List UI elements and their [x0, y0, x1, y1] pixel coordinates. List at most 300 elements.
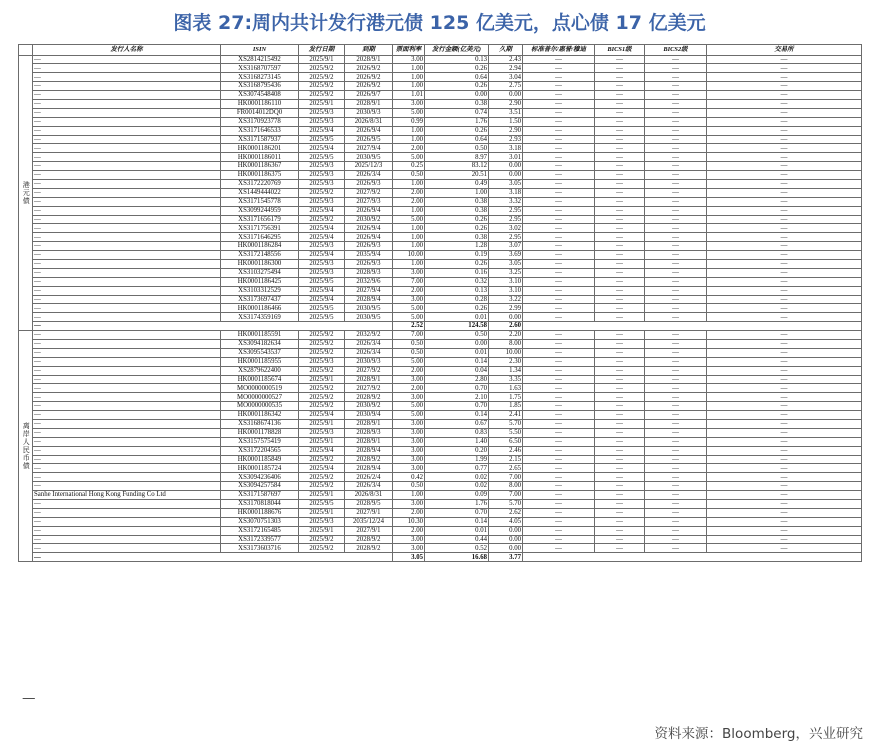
- cell-bics1: —: [595, 188, 645, 197]
- cell-tenor: 5.00: [393, 313, 425, 322]
- cell-tenor: 3.00: [393, 446, 425, 455]
- cell-bics2: —: [645, 144, 707, 153]
- cell-bics1: —: [595, 411, 645, 420]
- cell-amount: 0.14: [425, 517, 489, 526]
- cell-maturity: 2027/9/2: [345, 366, 393, 375]
- cell-issuer: —: [33, 251, 221, 260]
- footnote: —: [22, 690, 36, 706]
- cell-rating: —: [523, 464, 595, 473]
- cell-coupon: 2.95: [489, 233, 523, 242]
- cell-coupon: 3.10: [489, 277, 523, 286]
- cell-issue-date: 2025/9/3: [299, 162, 345, 171]
- table-row: [19, 482, 862, 491]
- cell-exchange: —: [707, 517, 862, 526]
- cell-isin: XS3168795436: [221, 82, 299, 91]
- cell-amount: 0.16: [425, 268, 489, 277]
- cell-amount: 8.97: [425, 153, 489, 162]
- cell-coupon: 2.94: [489, 64, 523, 73]
- cell-maturity: 2026/9/2: [345, 73, 393, 82]
- cell-rating: —: [523, 108, 595, 117]
- cell-rating: —: [523, 55, 595, 64]
- cell-bics2: —: [645, 99, 707, 108]
- cell-exchange: —: [707, 402, 862, 411]
- cell-issue-date: 2025/9/5: [299, 153, 345, 162]
- cell-issuer: —: [33, 162, 221, 171]
- cell-issue-date: 2025/9/2: [299, 393, 345, 402]
- cell-exchange: —: [707, 171, 862, 180]
- cell-bics2: —: [645, 393, 707, 402]
- cell-exchange: —: [707, 277, 862, 286]
- cell-amount: 1.40: [425, 437, 489, 446]
- header-rating: 标准普尔/惠誉/穆迪: [523, 45, 595, 56]
- cell-coupon: 2.41: [489, 411, 523, 420]
- cell-tenor: 5.00: [393, 304, 425, 313]
- cell-bics2: —: [645, 277, 707, 286]
- cell-tenor: 7.00: [393, 277, 425, 286]
- cell-issue-date: 2025/9/5: [299, 500, 345, 509]
- cell-isin: XS3171545778: [221, 197, 299, 206]
- cell-bics2: —: [645, 482, 707, 491]
- cell-issue-date: 2025/9/4: [299, 286, 345, 295]
- cell-issuer: —: [33, 82, 221, 91]
- cell-issuer: —: [33, 500, 221, 509]
- cell-rating: —: [523, 286, 595, 295]
- cell-tenor: 2.00: [393, 366, 425, 375]
- cell-rating: —: [523, 162, 595, 171]
- cell-tenor: 0.99: [393, 117, 425, 126]
- cell-isin: XS3172204565: [221, 446, 299, 455]
- cell-maturity: 2032/9/2: [345, 331, 393, 340]
- cell-isin: XS3168707597: [221, 64, 299, 73]
- cell-isin: HK0001186466: [221, 304, 299, 313]
- cell-bics2: —: [645, 55, 707, 64]
- cell-issue-date: 2025/9/2: [299, 544, 345, 553]
- cell-bics1: —: [595, 286, 645, 295]
- cell-bics2: —: [645, 517, 707, 526]
- table-row: [19, 153, 862, 162]
- cell-maturity: 2035/9/4: [345, 251, 393, 260]
- cell-bics2: —: [645, 446, 707, 455]
- cell-exchange: —: [707, 313, 862, 322]
- cell-rating: —: [523, 233, 595, 242]
- cell-issuer: —: [33, 331, 221, 340]
- cell-exchange: —: [707, 197, 862, 206]
- cell-coupon: 4.05: [489, 517, 523, 526]
- cell-issue-date: 2025/9/5: [299, 304, 345, 313]
- cell-amount: 0.19: [425, 251, 489, 260]
- cell-issuer: —: [33, 473, 221, 482]
- header-exchange: 交易所: [707, 45, 862, 56]
- cell-bics2: —: [645, 464, 707, 473]
- cell-tenor: 0.25: [393, 162, 425, 171]
- cell-isin: XS3103312529: [221, 286, 299, 295]
- cell-exchange: —: [707, 108, 862, 117]
- table-row: [19, 295, 862, 304]
- cell-rating: —: [523, 482, 595, 491]
- cell-tenor: 1.00: [393, 179, 425, 188]
- cell-coupon: 5.70: [489, 500, 523, 509]
- cell-amount: 0.14: [425, 357, 489, 366]
- cell-isin: MO0000000519: [221, 384, 299, 393]
- cell-issue-date: 2025/9/4: [299, 251, 345, 260]
- cell-bics1: —: [595, 144, 645, 153]
- cell-issue-date: 2025/9/3: [299, 197, 345, 206]
- cell-tenor: 3.00: [393, 437, 425, 446]
- table-row: [19, 179, 862, 188]
- cell-rating: —: [523, 179, 595, 188]
- cell-isin: HK0001186284: [221, 242, 299, 251]
- cell-exchange: —: [707, 464, 862, 473]
- cell-tenor: 1.01: [393, 91, 425, 100]
- cell-amount: 1.00: [425, 188, 489, 197]
- table-row: [19, 446, 862, 455]
- cell-coupon: 0.00: [489, 526, 523, 535]
- cell-coupon: 2.95: [489, 206, 523, 215]
- cell-rating: —: [523, 437, 595, 446]
- table-row: [19, 117, 862, 126]
- cell-isin: XS3171587937: [221, 135, 299, 144]
- cell-maturity: 2028/9/4: [345, 295, 393, 304]
- cell-maturity: 2026/9/4: [345, 224, 393, 233]
- cell-maturity: 2026/9/4: [345, 206, 393, 215]
- cell-tenor: 2.00: [393, 286, 425, 295]
- cell-bics1: —: [595, 366, 645, 375]
- cell-tenor: 1.00: [393, 233, 425, 242]
- table-row: [19, 224, 862, 233]
- cell-amount: 0.38: [425, 99, 489, 108]
- cell-bics1: —: [595, 393, 645, 402]
- cell-bics1: —: [595, 402, 645, 411]
- cell-issuer: —: [33, 420, 221, 429]
- cell-exchange: —: [707, 428, 862, 437]
- cell-bics2: —: [645, 428, 707, 437]
- cell-tenor: 2.00: [393, 197, 425, 206]
- cell-rating: —: [523, 144, 595, 153]
- cell-issue-date: 2025/9/2: [299, 482, 345, 491]
- cell-bics2: —: [645, 224, 707, 233]
- cell-amount: 0.13: [425, 286, 489, 295]
- cell-isin: XS3170923778: [221, 117, 299, 126]
- table-row: [19, 206, 862, 215]
- cell-exchange: —: [707, 446, 862, 455]
- cell-coupon: 3.05: [489, 259, 523, 268]
- cell-coupon: 3.05: [489, 179, 523, 188]
- cell-isin: XS3172339577: [221, 535, 299, 544]
- cell-amount: 0.01: [425, 348, 489, 357]
- cell-issue-date: 2025/9/2: [299, 188, 345, 197]
- cell-exchange: —: [707, 188, 862, 197]
- table-row: [19, 340, 862, 349]
- cell-rating: —: [523, 313, 595, 322]
- cell-exchange: —: [707, 268, 862, 277]
- cell-exchange: —: [707, 482, 862, 491]
- cell-bics2: —: [645, 215, 707, 224]
- cell-bics1: —: [595, 500, 645, 509]
- cell-coupon: 0.00: [489, 91, 523, 100]
- cell-issue-date: 2025/9/4: [299, 224, 345, 233]
- cell-exchange: —: [707, 420, 862, 429]
- cell-issue-date: 2025/9/2: [299, 402, 345, 411]
- cell-exchange: —: [707, 162, 862, 171]
- cell-exchange: —: [707, 375, 862, 384]
- cell-bics1: —: [595, 91, 645, 100]
- cell-tenor: 3.00: [393, 500, 425, 509]
- cell-maturity: 2026/3/4: [345, 482, 393, 491]
- cell-tenor: 0.42: [393, 473, 425, 482]
- cell-bics2: —: [645, 473, 707, 482]
- cell-amount: 0.70: [425, 384, 489, 393]
- cell-issue-date: 2025/9/3: [299, 428, 345, 437]
- cell-rating: —: [523, 277, 595, 286]
- cell-rating: —: [523, 366, 595, 375]
- cell-rating: —: [523, 99, 595, 108]
- cell-tenor: 3.00: [393, 268, 425, 277]
- cell-issuer: —: [33, 64, 221, 73]
- cell-issue-date: 2025/9/1: [299, 526, 345, 535]
- cell-isin: XS3157575419: [221, 437, 299, 446]
- cell-bics2: —: [645, 437, 707, 446]
- cell-tenor: 1.00: [393, 126, 425, 135]
- cell-tenor: 1.00: [393, 135, 425, 144]
- cell-exchange: —: [707, 304, 862, 313]
- cell-issuer: —: [33, 526, 221, 535]
- cell-bics1: —: [595, 526, 645, 535]
- cell-coupon: 2.62: [489, 508, 523, 517]
- cell-coupon: 1.75: [489, 393, 523, 402]
- cell-coupon: 2.65: [489, 464, 523, 473]
- cell-coupon: 2.95: [489, 215, 523, 224]
- cell-maturity: 2032/9/6: [345, 277, 393, 286]
- cell-bics1: —: [595, 508, 645, 517]
- cell-rating: —: [523, 544, 595, 553]
- cell-tenor: 3.00: [393, 55, 425, 64]
- cell-tenor: 3.00: [393, 544, 425, 553]
- cell-isin: HK0001185591: [221, 331, 299, 340]
- cell-issuer: —: [33, 259, 221, 268]
- cell-maturity: 2026/9/2: [345, 64, 393, 73]
- cell-bics1: —: [595, 108, 645, 117]
- table-row: [19, 108, 862, 117]
- cell-tenor: 1.00: [393, 491, 425, 500]
- cell-maturity: 2028/9/1: [345, 375, 393, 384]
- cell-issuer: —: [33, 242, 221, 251]
- cell-issue-date: 2025/9/4: [299, 295, 345, 304]
- cell-isin: XS3168674136: [221, 420, 299, 429]
- cell-bics2: —: [645, 108, 707, 117]
- cell-tenor: 3.00: [393, 295, 425, 304]
- cell-amount: 1.76: [425, 117, 489, 126]
- cell-bics2: —: [645, 153, 707, 162]
- cell-coupon: 3.10: [489, 286, 523, 295]
- cell-maturity: 2026/9/3: [345, 242, 393, 251]
- cell-issuer: —: [33, 508, 221, 517]
- cell-amount: 0.26: [425, 82, 489, 91]
- cell-issue-date: 2025/9/4: [299, 126, 345, 135]
- cell-exchange: —: [707, 153, 862, 162]
- cell-coupon: 3.01: [489, 153, 523, 162]
- cell-issuer: —: [33, 117, 221, 126]
- cell-issuer: —: [33, 455, 221, 464]
- cell-issuer: —: [33, 215, 221, 224]
- cell-issue-date: 2025/9/5: [299, 135, 345, 144]
- cell-bics1: —: [595, 126, 645, 135]
- cell-amount: 0.14: [425, 411, 489, 420]
- cell-rating: —: [523, 384, 595, 393]
- cell-exchange: —: [707, 144, 862, 153]
- cell-tenor: 2.00: [393, 144, 425, 153]
- cell-rating: —: [523, 340, 595, 349]
- cell-rating: —: [523, 268, 595, 277]
- cell-issuer: —: [33, 268, 221, 277]
- cell-maturity: 2028/9/3: [345, 428, 393, 437]
- cell-isin: XS3074548408: [221, 91, 299, 100]
- cell-maturity: 2027/9/3: [345, 197, 393, 206]
- cell-exchange: —: [707, 544, 862, 553]
- cell-bics2: —: [645, 82, 707, 91]
- cell-maturity: 2026/8/31: [345, 491, 393, 500]
- table-row: [19, 402, 862, 411]
- header-bics1: BICS1级: [595, 45, 645, 56]
- cell-maturity: 2027/9/1: [345, 526, 393, 535]
- cell-coupon: 1.34: [489, 366, 523, 375]
- cell-bics2: —: [645, 179, 707, 188]
- cell-isin: XS3173603716: [221, 544, 299, 553]
- cell-rating: —: [523, 224, 595, 233]
- cell-bics1: —: [595, 491, 645, 500]
- cell-bics2: —: [645, 402, 707, 411]
- header-maturity: 到期: [345, 45, 393, 56]
- cell-tenor: 3.00: [393, 99, 425, 108]
- subtotal-amount: 124.58: [425, 322, 489, 331]
- cell-exchange: —: [707, 437, 862, 446]
- cell-issuer: —: [33, 171, 221, 180]
- cell-exchange: —: [707, 508, 862, 517]
- table-row: [19, 544, 862, 553]
- cell-tenor: 3.00: [393, 393, 425, 402]
- cell-bics1: —: [595, 55, 645, 64]
- cell-tenor: 3.00: [393, 428, 425, 437]
- cell-bics1: —: [595, 304, 645, 313]
- cell-rating: —: [523, 500, 595, 509]
- table-row: [19, 411, 862, 420]
- cell-issue-date: 2025/9/2: [299, 82, 345, 91]
- cell-tenor: 10.30: [393, 517, 425, 526]
- cell-bics2: —: [645, 331, 707, 340]
- cell-isin: XS1449444022: [221, 188, 299, 197]
- cell-exchange: —: [707, 411, 862, 420]
- cell-issue-date: 2025/9/3: [299, 117, 345, 126]
- table-row: [19, 268, 862, 277]
- bond-issuance-table: [18, 44, 862, 562]
- cell-maturity: 2030/9/5: [345, 153, 393, 162]
- cell-isin: XS3103275494: [221, 268, 299, 277]
- header-isin: ISIN: [221, 45, 299, 56]
- cell-coupon: 7.00: [489, 473, 523, 482]
- cell-amount: 1.28: [425, 242, 489, 251]
- cell-amount: 0.64: [425, 135, 489, 144]
- cell-isin: HK0001178828: [221, 428, 299, 437]
- cell-bics1: —: [595, 251, 645, 260]
- subtotal-tenor: 3.05: [393, 553, 425, 562]
- cell-amount: 0.00: [425, 340, 489, 349]
- cell-coupon: 0.00: [489, 535, 523, 544]
- cell-maturity: 2027/9/4: [345, 144, 393, 153]
- table-body: [19, 55, 862, 562]
- cell-bics2: —: [645, 206, 707, 215]
- table-row: [19, 491, 862, 500]
- cell-isin: XS3172220769: [221, 179, 299, 188]
- cell-issue-date: 2025/9/1: [299, 55, 345, 64]
- cell-isin: XS3070751303: [221, 517, 299, 526]
- cell-amount: 0.01: [425, 313, 489, 322]
- cell-bics2: —: [645, 366, 707, 375]
- cell-bics1: —: [595, 64, 645, 73]
- cell-maturity: 2026/3/4: [345, 171, 393, 180]
- cell-issuer: —: [33, 144, 221, 153]
- cell-rating: —: [523, 188, 595, 197]
- cell-amount: 0.26: [425, 215, 489, 224]
- table-row: [19, 135, 862, 144]
- subtotal-coupon: 3.77: [489, 553, 523, 562]
- cell-issuer: —: [33, 197, 221, 206]
- cell-rating: —: [523, 517, 595, 526]
- table-row: [19, 126, 862, 135]
- cell-rating: —: [523, 64, 595, 73]
- cell-coupon: 2.99: [489, 304, 523, 313]
- cell-bics1: —: [595, 277, 645, 286]
- cell-exchange: —: [707, 91, 862, 100]
- cell-issuer: —: [33, 126, 221, 135]
- cell-amount: 0.26: [425, 259, 489, 268]
- cell-maturity: 2028/9/1: [345, 55, 393, 64]
- cell-maturity: 2028/9/2: [345, 455, 393, 464]
- table-row: [19, 251, 862, 260]
- cell-bics1: —: [595, 82, 645, 91]
- cell-issue-date: 2025/9/1: [299, 420, 345, 429]
- cell-rating: —: [523, 491, 595, 500]
- cell-bics1: —: [595, 384, 645, 393]
- cell-maturity: 2026/9/4: [345, 126, 393, 135]
- cell-issue-date: 2025/9/2: [299, 215, 345, 224]
- cell-issuer: —: [33, 233, 221, 242]
- cell-exchange: —: [707, 251, 862, 260]
- table-row: [19, 144, 862, 153]
- cell-coupon: 5.70: [489, 420, 523, 429]
- cell-coupon: 2.15: [489, 455, 523, 464]
- header-amount: 发行金额(亿美元): [425, 45, 489, 56]
- cell-issue-date: 2025/9/5: [299, 277, 345, 286]
- cell-exchange: —: [707, 340, 862, 349]
- cell-bics1: —: [595, 464, 645, 473]
- cell-issuer: —: [33, 393, 221, 402]
- cell-bics1: —: [595, 268, 645, 277]
- cell-rating: —: [523, 411, 595, 420]
- cell-isin: XS3094236406: [221, 473, 299, 482]
- cell-bics2: —: [645, 188, 707, 197]
- cell-amount: 0.26: [425, 64, 489, 73]
- cell-exchange: —: [707, 259, 862, 268]
- cell-amount: 0.13: [425, 55, 489, 64]
- cell-rating: —: [523, 73, 595, 82]
- header-coupon: 久期: [489, 45, 523, 56]
- cell-bics2: —: [645, 313, 707, 322]
- cell-maturity: 2026/9/3: [345, 259, 393, 268]
- cell-coupon: 3.35: [489, 375, 523, 384]
- cell-bics1: —: [595, 117, 645, 126]
- cell-issue-date: 2025/9/2: [299, 455, 345, 464]
- cell-coupon: 7.00: [489, 491, 523, 500]
- cell-bics1: —: [595, 544, 645, 553]
